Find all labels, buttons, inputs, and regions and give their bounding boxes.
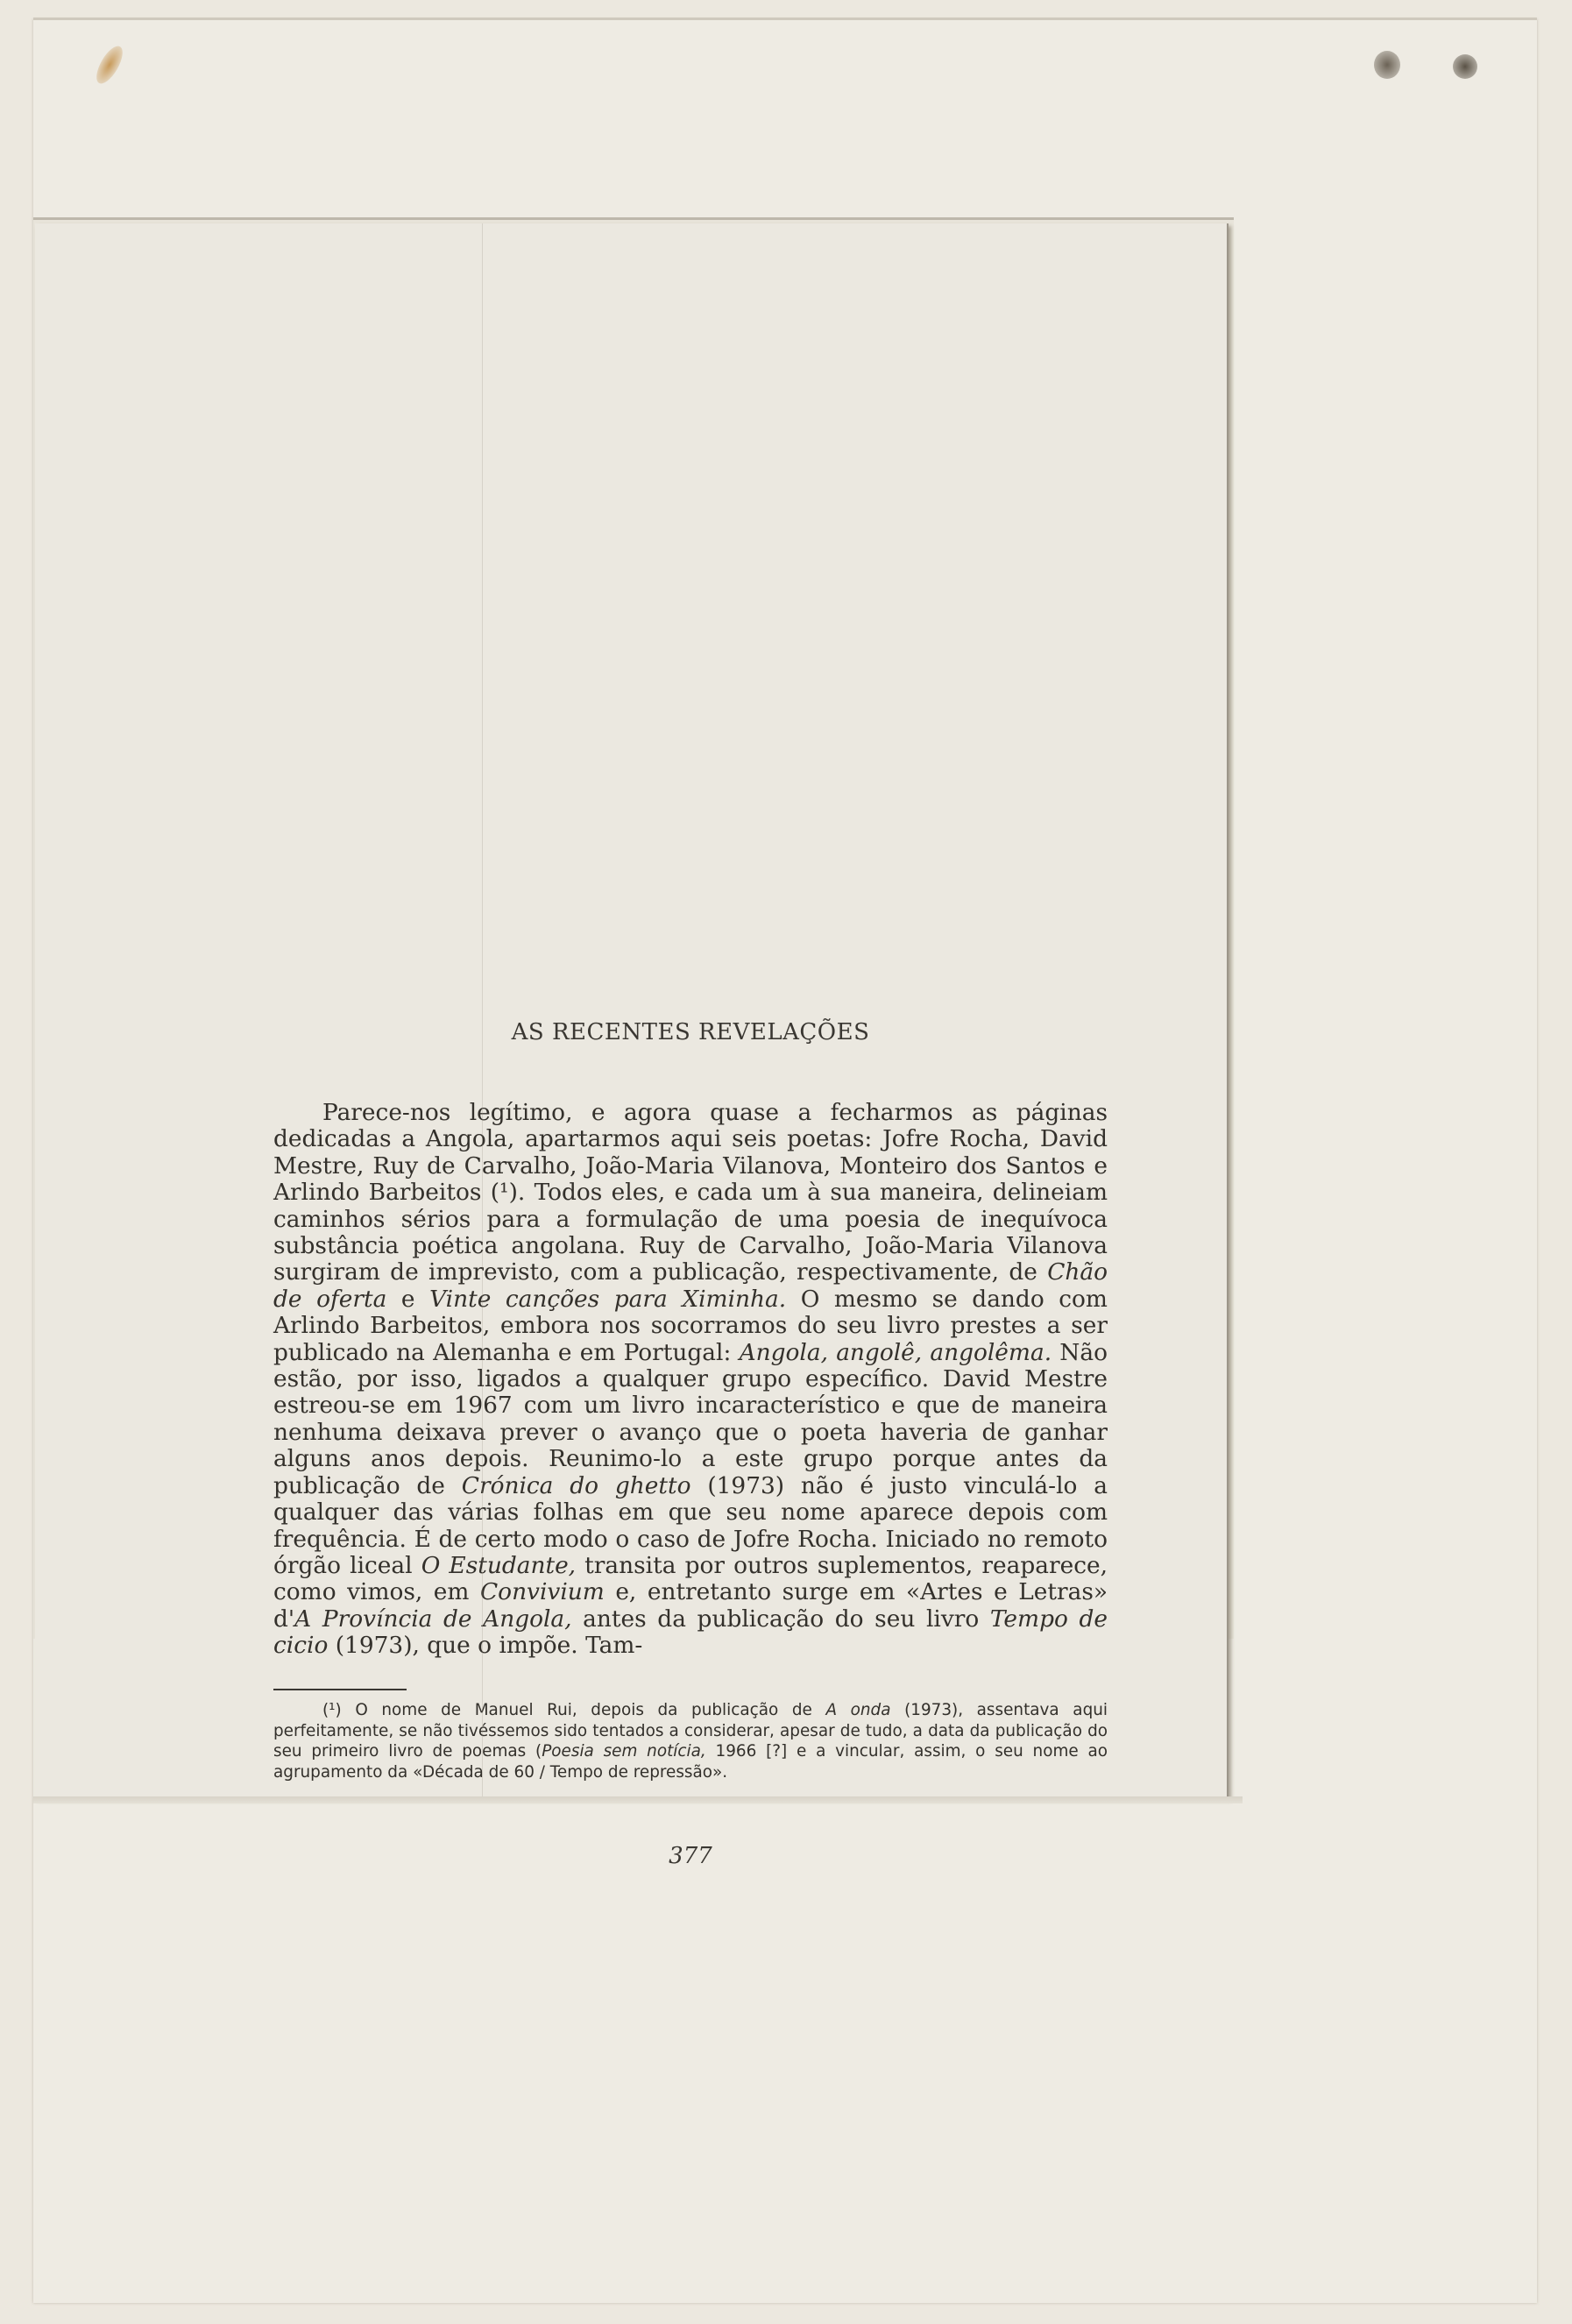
- body-paragraph: [273, 1100, 1108, 1660]
- footnote: [273, 1700, 1108, 1782]
- mount-strip-edge: [33, 217, 1234, 220]
- italic-title: Vinte canções para Ximinha.: [429, 1285, 787, 1313]
- text-run: e, entretanto surge em «Artes e Letras» d': [273, 1578, 1108, 1633]
- text-run: (1973), que o impõe. Tam-: [328, 1632, 643, 1660]
- italic-title: O Estudante,: [421, 1551, 577, 1579]
- text-run: O mesmo se dando com Arlindo Barbeitos, embora nos socorramos do seu livro prestes a ser publicado na Alemanha e em Portugal:: [273, 1285, 1108, 1366]
- footnote-rule: [273, 1689, 407, 1690]
- page-sheet: [35, 223, 1229, 1869]
- italic-title: Chão de oferta: [273, 1258, 1108, 1313]
- text-run: e: [386, 1285, 430, 1313]
- page-number: 377: [669, 1843, 712, 1869]
- text-run: antes da publicação do seu livro: [571, 1605, 990, 1633]
- fold-line: [482, 223, 483, 1796]
- italic-title: A Província de Angola,: [294, 1605, 572, 1633]
- italic-title: Angola, angolê, angolêma.: [739, 1338, 1052, 1366]
- italic-title: Convivium: [479, 1578, 605, 1606]
- italic-title: Crónica do ghetto: [461, 1471, 691, 1499]
- body-text: [273, 1100, 1108, 1660]
- text-run: transita por outros suplementos, reaparece, como vimos, em: [273, 1551, 1108, 1606]
- text-run: Parece-nos legítimo, e agora quase a fecharmos as páginas dedicadas a Angola, apartarmos aqui seis poetas: Jofre Rocha, David Mestre, Ruy de Carvalho, João-Maria Vilanova, Monteiro dos Santos e Arlindo Barbeitos (¹). Todos eles, e cada um à sua maneira, delineiam caminhos sérios para a formulação de uma poesia de inequívoca substância poética angolana. Ruy de Carvalho, João-Maria Vilanova surgiram de imprevisto, com a publicação, respectivamente, de: [273, 1099, 1108, 1286]
- text-run: (1973), assentava aqui perfeitamente, se não tivéssemos sido tentados a considerar, apesar de tudo, a data da publicação do seu primeiro livro de poemas (: [273, 1701, 1108, 1761]
- italic-title: Poesia sem notícia,: [542, 1742, 706, 1761]
- italic-title: Tempo de cicio: [273, 1605, 1108, 1660]
- italic-title: A onda: [825, 1701, 891, 1719]
- stain-mark: [1453, 54, 1477, 79]
- section-heading: AS RECENTES REVELAÇÕES: [511, 1019, 870, 1045]
- stain-mark: [1374, 51, 1400, 79]
- mount-strip-bottom-edge: [33, 1796, 1243, 1803]
- text-run: (¹) O nome de Manuel Rui, depois da publicação de: [322, 1701, 826, 1719]
- footnote-paragraph: [273, 1700, 1108, 1782]
- text-run: Não estão, por isso, ligados a qualquer grupo específico. David Mestre estreou-se em 1967 com um livro incaracterístico e que de maneira nenhuma deixava prever o avanço que o poeta haveria de ganhar alguns anos depois. Reunimo-lo a este grupo porque antes da publicação de: [273, 1338, 1108, 1499]
- backing-sheet-top-edge: [33, 18, 1537, 20]
- text-run: 1966 [?] e a vincular, assim, o seu nome ao agrupamento da «Década de 60 / Tempo de repressão».: [273, 1742, 1108, 1782]
- text-run: (1973) não é justo vinculá-lo a qualquer das várias folhas em que seu nome aparece depois com frequência. É de certo modo o caso de Jofre Rocha. Iniciado no remoto órgão liceal: [273, 1471, 1108, 1579]
